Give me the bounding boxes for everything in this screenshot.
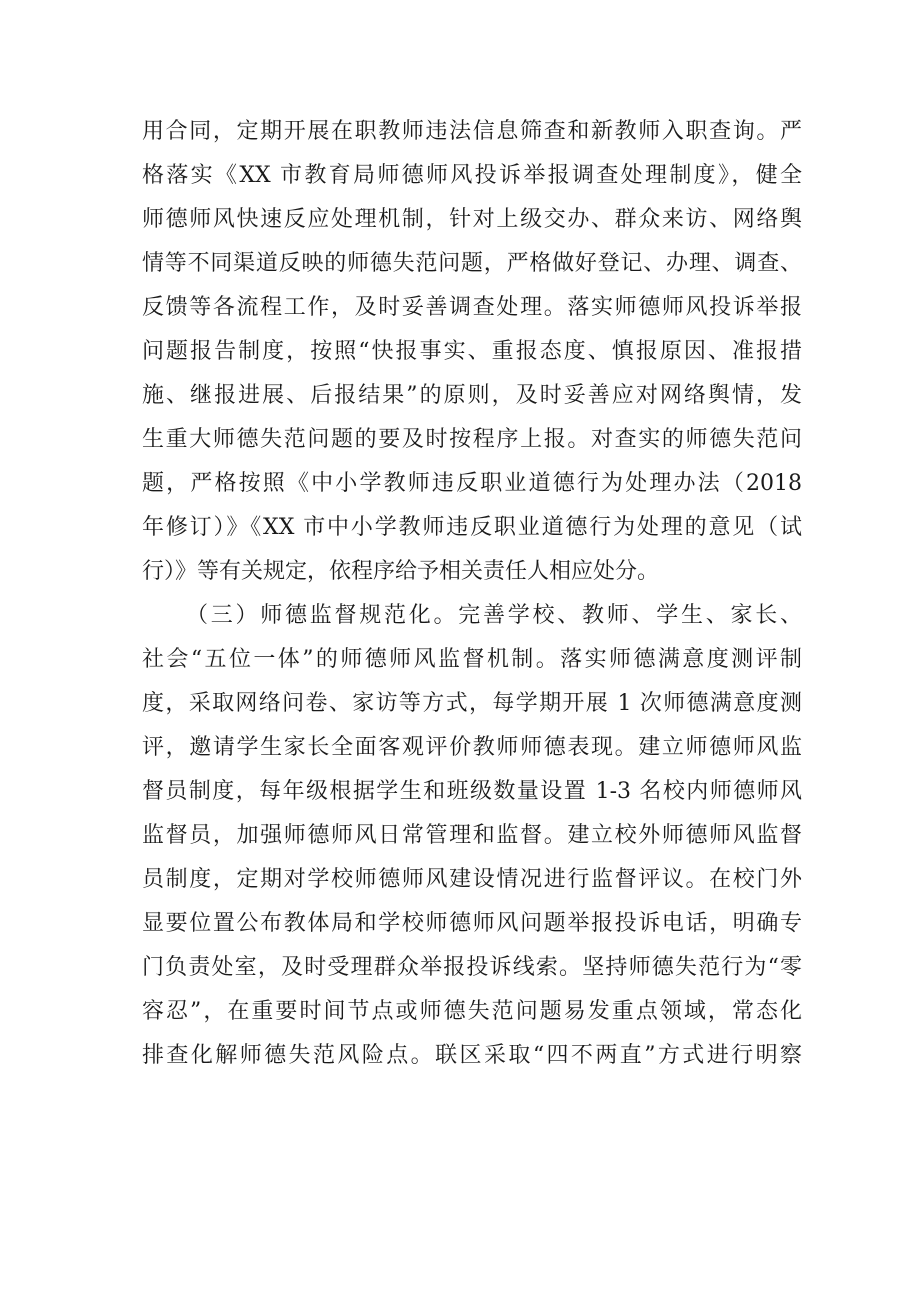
text-line: 评，邀请学生家长全面客观评价教师师德表现。建立师德师风监 bbox=[142, 735, 802, 760]
paragraph-supervision-standardization bbox=[142, 594, 802, 1078]
text-line: 格落实《XX 市教育局师德师风投诉举报调查处理制度》，健全 bbox=[142, 163, 802, 188]
text-line: 师德师风快速反应处理机制，针对上级交办、群众来访、网络舆 bbox=[142, 207, 802, 232]
text-line: （三）师德监督规范化。完善学校、教师、学生、家长、 bbox=[186, 603, 802, 628]
text-line: 显要位置公布教体局和学校师德师风问题举报投诉电话，明确专 bbox=[142, 911, 802, 936]
text-line: 反馈等各流程工作，及时妥善调查处理。落实师德师风投诉举报 bbox=[142, 295, 802, 320]
text-line: 员制度，定期对学校师德师风建设情况进行监督评议。在校门外 bbox=[142, 867, 802, 892]
text-line: 情等不同渠道反映的师德失范问题，严格做好登记、办理、调查、 bbox=[142, 251, 802, 276]
text-line: 社会“五位一体”的师德师风监督机制。落实师德满意度测评制 bbox=[142, 647, 802, 672]
text-line: 问题报告制度，按照“快报事实、重报态度、慎报原因、准报措 bbox=[142, 339, 802, 364]
text-line: 督员制度，每年级根据学生和班级数量设置 1-3 名校内师德师风 bbox=[142, 779, 802, 804]
paragraph-complaint-handling bbox=[142, 110, 802, 594]
text-line: 排查化解师德失范风险点。联区采取“四不两直”方式进行明察 bbox=[142, 1043, 802, 1068]
text-line: 监督员，加强师德师风日常管理和监督。建立校外师德师风监督 bbox=[142, 823, 802, 848]
text-line: 生重大师德失范问题的要及时按程序上报。对查实的师德失范问 bbox=[142, 427, 802, 452]
text-line: 门负责处室，及时受理群众举报投诉线索。坚持师德失范行为“零 bbox=[142, 955, 802, 980]
text-line: 容忍”，在重要时间节点或师德失范问题易发重点领域，常态化 bbox=[142, 999, 802, 1024]
text-line: 度，采取网络问卷、家访等方式，每学期开展 1 次师德满意度测 bbox=[142, 691, 802, 716]
text-line: 行）》等有关规定，依程序给予相关责任人相应处分。 bbox=[142, 559, 660, 584]
text-line: 题，严格按照《中小学教师违反职业道德行为处理办法（2018 bbox=[142, 471, 802, 496]
text-line: 年修订）》《XX 市中小学教师违反职业道德行为处理的意见（试 bbox=[142, 515, 802, 540]
text-line: 施、继报进展、后报结果”的原则，及时妥善应对网络舆情，发 bbox=[142, 383, 802, 408]
text-line: 用合同，定期开展在职教师违法信息筛查和新教师入职查询。严 bbox=[142, 119, 802, 144]
body-text bbox=[142, 110, 802, 1078]
